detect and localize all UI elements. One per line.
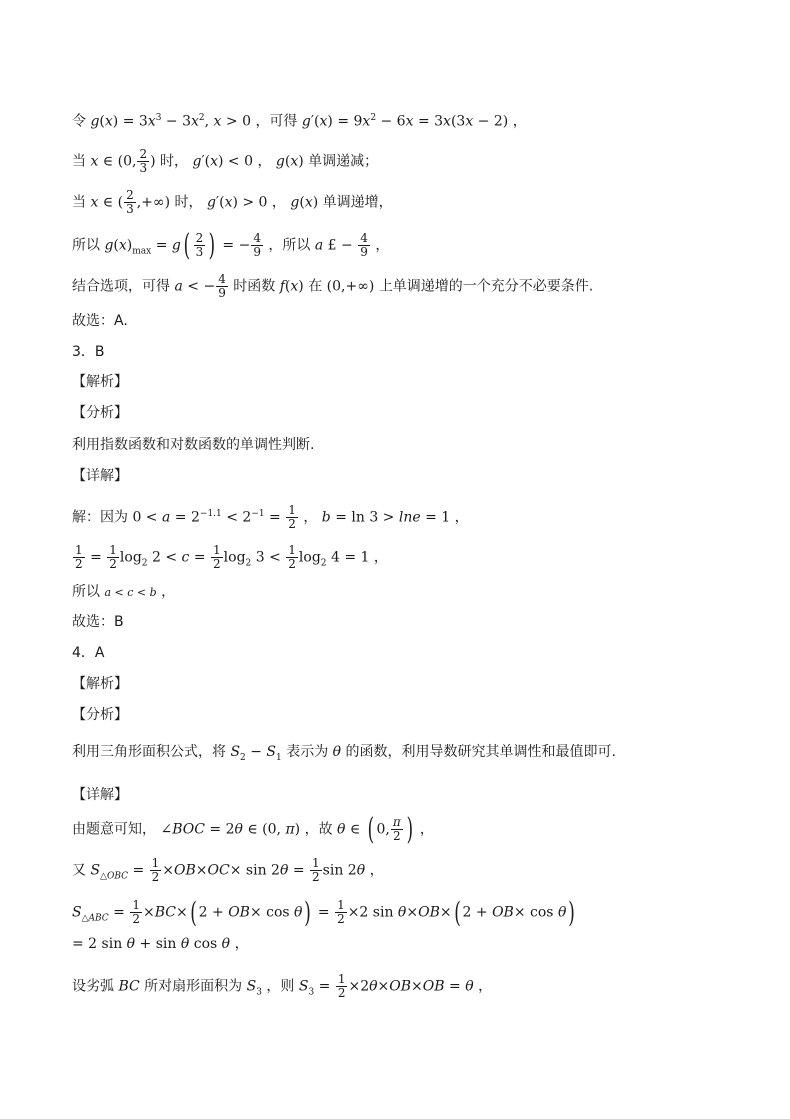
line-2: 当 x ∈ (0, $\frac{2}{3}$ ) 时， g′(x) < 0 ， g(x) 单调递减； (72, 147, 379, 175)
line-8: 【解析】 (72, 374, 128, 390)
text: 当 (72, 153, 86, 170)
text: 在 (308, 278, 323, 295)
line-1: 令 $g(x) = 3x^3 - 3x^2$, x > 0 ，可得 $g'(x) = 9x^2 - 6x = 3x(3x - 2)$ ， (72, 113, 527, 130)
fraction: $\frac{1}{2}$ (213, 543, 221, 571)
line-24: = 2 sin θ + sin θ cos θ ， (72, 936, 249, 952)
line-25: 设劣弧 BC 所对扇形面积为 $S_3$ ，则 $S_3$ = $\frac{1}{2}$ ×2θ×OB×OB = θ ， (72, 972, 493, 1000)
text: ， (303, 509, 318, 526)
text: 所对扇形面积为 (144, 978, 243, 995)
text: 单调递减； (308, 153, 379, 170)
text: 的函数，利用导数研究其单调性和最值即可. (345, 744, 616, 760)
fraction: $\frac{1}{2}$ (75, 543, 83, 571)
text: ，可得 (255, 113, 298, 130)
line-17: 【解析】 (72, 676, 128, 692)
fraction: $\frac{4}{9}$ (360, 231, 368, 259)
text: 设劣弧 (72, 978, 114, 995)
text: 单调递增， (322, 194, 393, 211)
text: 又 (72, 862, 86, 879)
line-16: 4．A (72, 645, 105, 661)
fraction: $\frac{2}{3}$ (195, 231, 204, 259)
line-13: $\frac{1}{2}$ = $\frac{1}{2}$ $\log_2 2 < c$ = $\frac{1}{2}$ $\log_2 3$ < $\frac{1}{2}$ $\log_2 4 = 1$ ， (75, 543, 388, 571)
text: 由题意可知， (72, 821, 156, 838)
text: 上单调递增的一个充分不必要条件. (378, 278, 594, 295)
fraction: $\frac{1}{2}$ (151, 856, 160, 884)
text: ， (512, 113, 527, 130)
text: ， (419, 821, 434, 838)
line-5: 结合选项，可得 a < − $\frac{4}{9}$ 时函数 f(x) 在 (0,+∞) 上单调递增的一个充分不必要条件. (72, 272, 594, 300)
text: 利用三角形面积公式，将 (72, 744, 226, 760)
text: ，所以 (268, 237, 311, 254)
fraction: $\frac{4}{9}$ (253, 231, 261, 259)
line-21: 由题意可知， ∠BOC = 2θ ∈ (0, π) ，故 θ ∈ ( 0, $\frac{\pi}{2}$ ) ， (72, 811, 434, 847)
line-10: 利用指数函数和对数函数的单调性判断. (72, 437, 315, 453)
line-23: $S_{\triangle ABC}$ = $\frac{1}{2}$ ×BC×( 2 + OB× cos θ) = $\frac{1}{2}$ ×2 sin θ×OB×( 2 + OB× cos θ) (72, 895, 576, 929)
fraction: $\frac{2}{3}$ (126, 188, 134, 216)
fraction: $\frac{1}{2}$ (337, 898, 345, 926)
text: ， (454, 509, 469, 526)
text: ， (375, 237, 390, 254)
fraction: $\frac{2}{3}$ (139, 147, 148, 175)
line-12: 解：因为 $0 < a = 2^{-1.1} < 2^{-1}$ = $\frac{1}{2}$ ， b = ln 3 > lne = 1 ， (72, 503, 469, 532)
text: 解：因为 (72, 509, 128, 526)
fraction: $\frac{1}{2}$ (288, 543, 296, 571)
text: ， (373, 549, 388, 566)
text: ， (234, 936, 249, 952)
fraction: $\frac{1}{2}$ (109, 543, 117, 571)
fraction: $\frac{\pi}{2}$ (392, 815, 401, 843)
text: 所以 (72, 584, 100, 600)
line-9: 【分析】 (72, 405, 128, 421)
fraction: $\frac{1}{2}$ (288, 503, 296, 532)
text: ，则 (266, 978, 295, 995)
text: ，故 (304, 821, 333, 838)
text: 表示为 (286, 744, 329, 760)
line-14: 所以 a < c < b ， (72, 584, 176, 600)
text: ， (271, 194, 286, 211)
text: ， (478, 978, 493, 995)
fraction: $\frac{1}{2}$ (312, 856, 320, 884)
line-18: 【分析】 (72, 707, 128, 723)
fraction: $\frac{1}{2}$ (337, 972, 346, 1000)
line-11: 【详解】 (72, 468, 128, 484)
text: 时函数 (233, 278, 276, 295)
text: 令 (72, 113, 86, 130)
line-7: 3．B (72, 344, 105, 360)
line-6: 故选：A. (72, 313, 128, 329)
line-15: 故选：B (72, 614, 124, 630)
text: 时， (174, 194, 203, 211)
text: 结合选项，可得 (72, 278, 170, 295)
text: 时， (160, 153, 189, 170)
text: ， (257, 153, 272, 170)
line-4: 所以 $g(x)_{max} = g$( $\frac{2}{3}$ ) = − $\frac{4}{9}$ ，所以 a £ − $\frac{4}{9}$ ， (72, 227, 390, 263)
line-22: 又 $S_{\triangle OBC}$ = $\frac{1}{2}$ ×OB×OC× sin 2θ = $\frac{1}{2}$ sin 2θ ， (72, 856, 384, 884)
text: ， (369, 862, 384, 879)
text: 所以 (72, 237, 100, 254)
fraction: $\frac{1}{2}$ (132, 898, 140, 926)
text: 当 (72, 194, 86, 211)
line-20: 【详解】 (72, 787, 128, 803)
text: ， (161, 584, 176, 600)
line-19: 利用三角形面积公式，将 $S_2 - S_1$ 表示为 θ 的函数，利用导数研究其单调性和最值即可. (72, 744, 616, 763)
line-3: 当 x ∈ ( $\frac{2}{3}$ ,+∞) 时， g′(x) > 0 ， g(x) 单调递增， (72, 188, 393, 216)
fraction: $\frac{4}{9}$ (218, 272, 226, 300)
